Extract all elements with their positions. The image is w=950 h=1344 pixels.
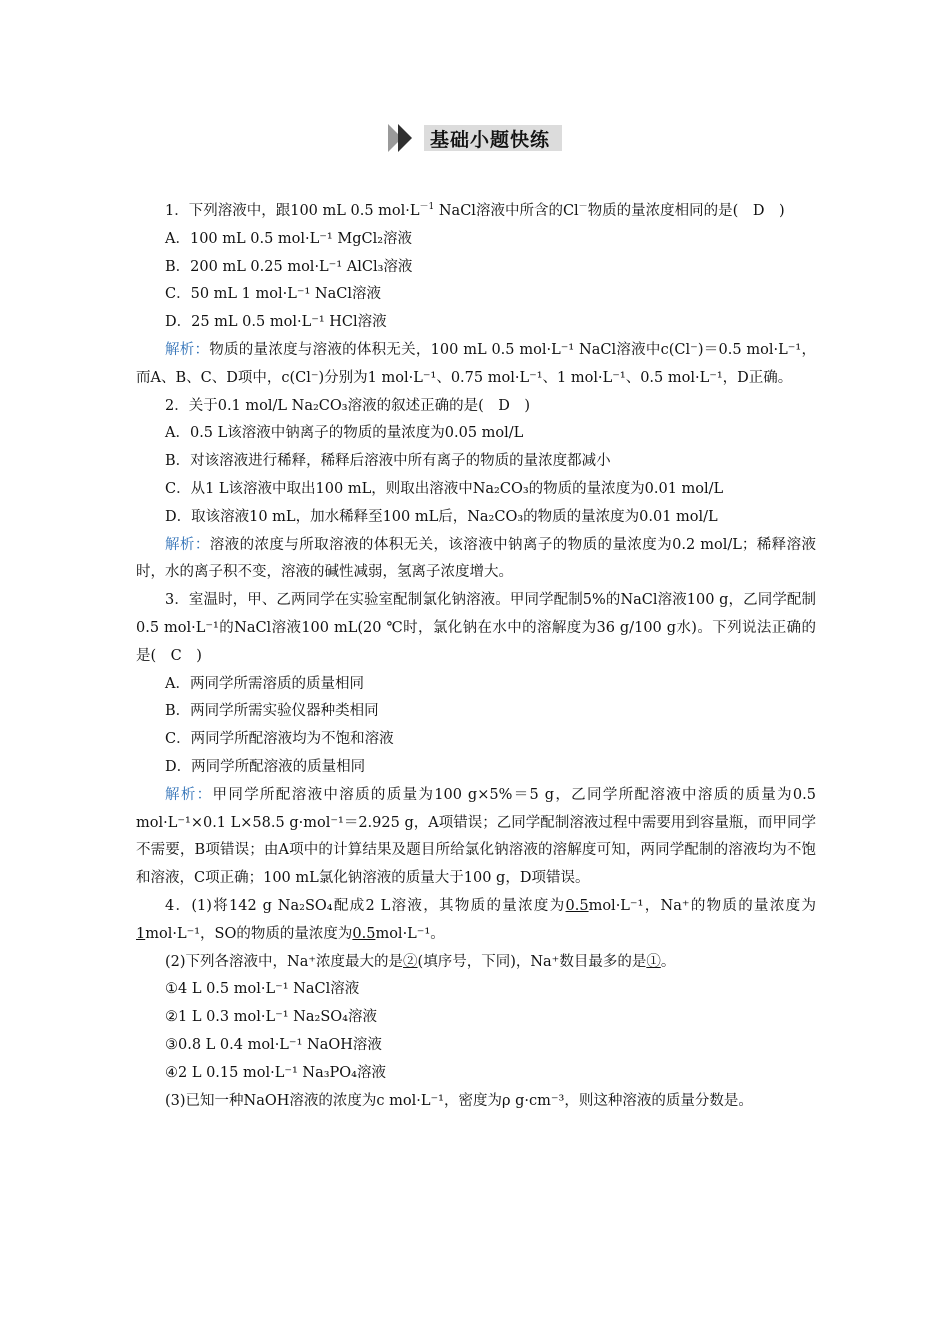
section-banner — [388, 124, 562, 152]
q1-option-d: D．25 mL 0.5 mol·L⁻¹ HCl溶液 — [165, 314, 387, 331]
q3-option-d: D．两同学所配溶液的质量相同 — [165, 758, 366, 775]
question-2-stem: 2．关于0.1 mol/L Na₂CO₃溶液的叙述正确的是( D ) — [165, 397, 531, 414]
double-chevron-icon — [388, 124, 424, 152]
answer-blank: 0.5 — [565, 897, 589, 914]
question-3-stem: 3．室温时，甲、乙两同学在实验室配制氯化钠溶液。甲同学配制5%的NaCl溶液100 g，乙同学配制0.5 mol·L⁻¹的NaCl溶液100 mL(20 ℃时，氯化钠在水中的溶解度为36 g/100 g水)。下列说法正确的是( C ) — [136, 592, 816, 664]
q1-analysis: 解析：物质的量浓度与溶液的体积无关，100 mL 0.5 mol·L⁻¹ NaCl溶液中c(Cl⁻)＝0.5 mol·L⁻¹，而A、B、C、D项中，c(Cl⁻)分别为1 mol·L⁻¹、0.75 mol·L⁻¹、1 mol·L⁻¹、0.5 mol·L⁻¹，D正确。 — [136, 341, 817, 386]
q2-option-c: C．从1 L该溶液中取出100 mL，则取出溶液中Na₂CO₃的物质的量浓度为0.01 mol/L — [165, 480, 724, 497]
question-4-part-3: (3)已知一种NaOH溶液的浓度为c mol·L⁻¹，密度为ρ g·cm⁻³，则这种溶液的质量分数是。 — [165, 1092, 753, 1109]
q3-analysis: 解析：甲同学所配溶液中溶质的质量为100 g×5%＝5 g，乙同学所配溶液中溶质的质量为0.5 mol·L⁻¹×0.1 L×58.5 g·mol⁻¹＝2.925 g，A项错误；乙同学配制溶液过程中需要用到容量瓶，而甲同学不需要，B项错误；由A项中的计算结果及题目所给氯化钠溶液的溶解度可知，两同学配制的溶液均为不饱和溶液，C项正确；100 mL氯化钠溶液的质量大于100 g，D项错误。 — [136, 786, 816, 887]
question-1-stem: 1．下列溶液中，跟100 mL 0.5 $mol\cdot L^{-1}$ NaCl溶液中所含的Cl－物质的量浓度相同的是( D ) — [165, 202, 785, 219]
answer-blank: ① — [646, 953, 661, 970]
answer-blank: 0.5 — [352, 925, 376, 942]
q4-option-2: ②1 L 0.3 mol·L⁻¹ Na₂SO₄溶液 — [165, 1009, 377, 1026]
analysis-label: 解析： — [165, 536, 210, 553]
analysis-label: 解析： — [165, 786, 213, 803]
analysis-label: 解析： — [165, 341, 210, 358]
worksheet-body — [136, 198, 816, 1115]
q2-option-d: D．取该溶液10 mL，加水稀释至100 mL后，Na₂CO₃的物质的量浓度为0.01 mol/L — [165, 508, 718, 525]
question-4-part-1: 4．(1)将142 g Na₂SO₄配成2 L溶液，其物质的量浓度为0.5mol·L⁻¹，Na⁺的物质的量浓度为1mol·L⁻¹，SO的物质的量浓度为0.5mol·L⁻¹。 — [136, 897, 816, 942]
q1-option-b: B．200 mL 0.25 mol·L⁻¹ AlCl₃溶液 — [165, 258, 413, 275]
section-title: 基础小题快练 — [424, 125, 562, 151]
q2-analysis: 解析：溶液的浓度与所取溶液的体积无关，该溶液中钠离子的物质的量浓度为0.2 mol/L；稀释溶液时，水的离子积不变，溶液的碱性减弱，氢离子浓度增大。 — [136, 536, 817, 581]
question-4-part-2: (2)下列各溶液中，Na⁺浓度最大的是②(填序号，下同)，Na⁺数目最多的是①。 — [165, 953, 676, 970]
q1-option-a: A．100 mL 0.5 mol·L⁻¹ MgCl₂溶液 — [165, 230, 413, 247]
q4-option-3: ③0.8 L 0.4 mol·L⁻¹ NaOH溶液 — [165, 1036, 382, 1053]
q1-option-c: C．50 mL 1 mol·L⁻¹ NaCl溶液 — [165, 286, 381, 303]
q2-option-b: B．对该溶液进行稀释，稀释后溶液中所有离子的物质的量浓度都减小 — [165, 453, 611, 470]
q2-option-a: A．0.5 L该溶液中钠离子的物质的量浓度为0.05 mol/L — [165, 425, 524, 442]
q4-option-4: ④2 L 0.15 mol·L⁻¹ Na₃PO₄溶液 — [165, 1064, 386, 1081]
q3-option-c: C．两同学所配溶液均为不饱和溶液 — [165, 731, 394, 748]
q3-option-b: B．两同学所需实验仪器种类相同 — [165, 703, 379, 720]
q3-option-a: A．两同学所需溶质的质量相同 — [165, 675, 364, 692]
q4-option-1: ①4 L 0.5 mol·L⁻¹ NaCl溶液 — [165, 981, 360, 998]
answer-blank: 1 — [136, 925, 146, 942]
answer-blank: ② — [403, 953, 418, 970]
